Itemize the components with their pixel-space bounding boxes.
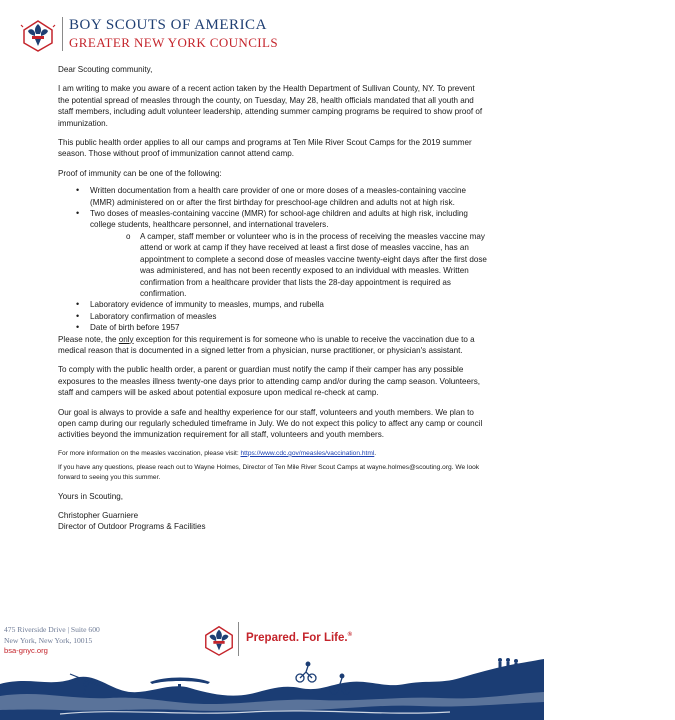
outdoor-landscape-illustration [0,654,544,720]
footer-fleur-de-lis-logo [202,623,236,657]
sub-list-item: o A camper, staff member or volunteer who is in the process of receiving the measles vaccine may attend or work at camp if they have received at least a first dose of measles vaccine, has an appointment to complete a second dose of measles vaccine twenty-eight days after the first dose was administered, and has not been recently exposed to an individual with measles. Written confirmation from a healthcare provider that lists the 28-day appointment is required as confirmation. [108,231,488,299]
tagline [246,632,352,644]
paragraph-proof-intro: Proof of immunity can be one of the following: [58,168,222,178]
proof-of-immunity-list [58,185,488,333]
paragraph-health-department: I am writing to make you aware of a recent action taken by the Health Department of Sullivan County, NY. To prevent the potential spread of measles through the county, on Tuesday, May 28, health officials mandated that all youth and staff members, including adult volunteer leadership, attending summer camping programs be required to show proof of immunization. [58,84,483,128]
paragraph-questions: If you have any questions, please reach out to Wayne Holmes, Director of Ten Mile River Scout Camps at wayne.holmes@scouting.org. We look forward to seeing you this summer. [58,464,480,481]
list-item [58,208,488,299]
website-link[interactable]: bsa-gnyc.org [4,646,48,656]
list-item: • Laboratory evidence of immunity to measles, mumps, and rubella [58,299,488,310]
council-name: GREATER NEW YORK COUNCILS [69,35,278,50]
tagline-text: Prepared. For Life. [246,632,348,644]
cdc-vaccination-link[interactable]: https://www.cdc.gov/measles/vaccination.html [240,449,375,457]
paragraph-more-info [58,449,488,459]
registered-mark: ® [347,632,353,639]
sub-list [90,231,488,299]
more-info-end: . [374,449,377,457]
letterhead [20,15,420,57]
paragraph-exposure-notice: To comply with the public health order, a parent or guardian must notify the camp if their camper has any possible exposures to the measles illness twenty-one days prior to attending camp and/or during the camp season. Volunteers, staff and campers will be asked about potential exposure upon medical re-check at camp. [58,365,481,398]
address-street: 475 Riverside Drive | Suite 600 [4,625,100,634]
signer-name: Christopher Guarniere [58,510,139,520]
council-address [4,625,100,657]
list-item: • Written documentation from a health care provider of one or more doses of a measles-containing vaccine (MMR) administered on or after the first birthday for preschool-age children and adults not at high risk. [58,185,488,208]
more-info-text: For more information on the measles vaccination, please visit: [58,449,241,457]
closing: Yours in Scouting, [58,491,123,501]
paragraph-exception [58,334,488,357]
list-item: • Date of birth before 1957 [58,322,488,333]
list-item-text: Two doses of measles-containing vaccine (MMR) for school-age children and adults at high risk, including college students, healthcare personnel, and international travelers. [90,209,468,230]
salutation: Dear Scouting community, [58,65,153,74]
address-city: New York, New York, 10015 [4,635,93,645]
paragraph-goal: Our goal is always to provide a safe and healthy experience for our staff, volunteers and youth members. We plan to open camp during our regularly scheduled timeframe in July. We do not expect this policy to affect any camp or council activities beyond the immunization requirement for all staff, volunteers and youth members. [58,407,483,440]
letter-body [58,64,488,533]
list-item: • Laboratory confirmation of measles [58,311,488,322]
cyclist-icon [296,662,316,682]
paragraph-camps-scope: This public health order applies to all our camps and programs at Ten Mile River Scout Camps for the 2019 summer season. Those without proof of immunization cannot attend camp. [58,138,472,159]
signer-title: Director of Outdoor Programs & Facilities [58,522,206,532]
bsa-fleur-de-lis-logo [20,17,56,53]
exception-text-end: exception for this requirement is for someone who is unable to receive the vaccination due to a medical reason that is documented in a signed letter from a physician, nurse practitioner, or physician's assistant. [58,334,475,355]
letterhead-divider [62,17,63,51]
exception-emphasis: only [118,334,134,344]
hikers-icon [498,658,518,671]
organization-name: BOY SCOUTS OF AMERICA [69,17,267,33]
footer-divider [238,622,239,656]
exception-text-start: Please note, the [58,334,119,344]
